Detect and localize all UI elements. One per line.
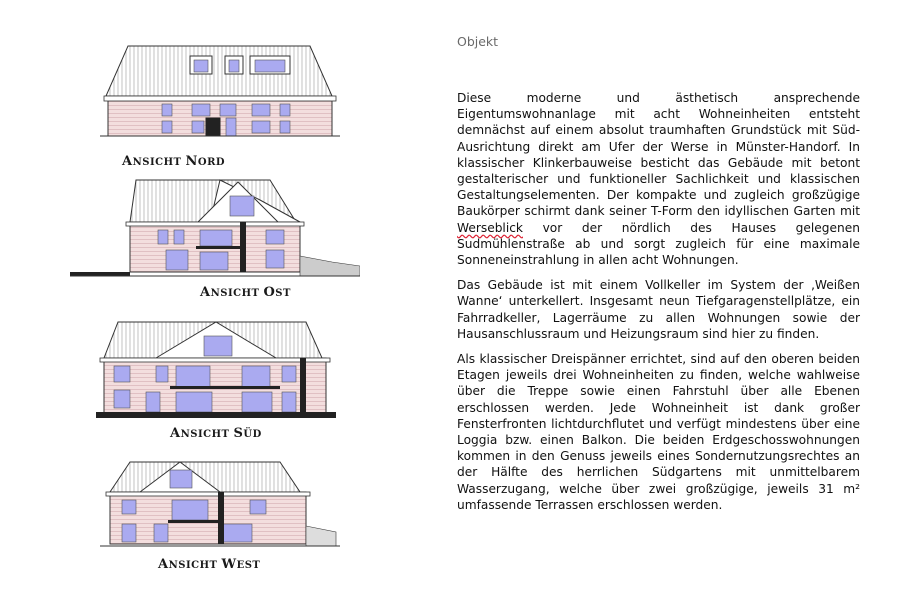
elevation-north-drawing <box>100 38 340 148</box>
caption-ansicht-west: ANSICHT WEST <box>158 557 261 572</box>
elevation-east-drawing <box>70 176 360 286</box>
elevation-south-drawing <box>96 318 336 424</box>
elevation-west-drawing <box>100 456 340 551</box>
elevations-panel <box>0 0 440 600</box>
caption-ansicht-sued: ANSICHT SÜD <box>170 426 262 441</box>
caption-ansicht-ost: ANSICHT OST <box>200 285 291 300</box>
spellcheck-marked-word: Werseblick <box>457 220 523 235</box>
paragraph-basement: Das Gebäude ist mit einem Vollkeller im System der ‚Weißen Wanne‘ unterkellert. Insgesamt neun Tiefgaragenstellplätze, ein Fahrradkeller, Lagerräume zu allen Wohnungen sowie der Hausanschlussraum und Heizungsraum sind hier zu finden. <box>457 278 860 341</box>
paragraph-object-intro-part2: vor der nördlich des Hauses gelegenen Sudmühlenstraße ab und sorgt zugleich für eine maximale Sonneneinstrahlung in allen acht Wohnungen. <box>457 220 860 268</box>
description-column <box>457 34 860 522</box>
section-heading: Objekt <box>457 34 499 49</box>
paragraph-object-intro-part1: Diese moderne und ästhetisch ansprechende Eigentumswohnanlage mit acht Wohneinheiten entsteht demnächst auf einem absolut traumhaften Grundstück mit Süd-Ausrichtung direkt am Ufer der Werse in Münster-Handorf. In klassischer Klinkerbauweise besticht das Gebäude mit betont gestalterischer und funktioneller Sachlichkeit und klassischen Gestaltungselementen. Der kompakte und zugleich großzügige Baukörper schirmt dank seiner T-Form den idyllischen Garten mit <box>457 91 860 219</box>
paragraph-units: Als klassischer Dreispänner errichtet, sind auf den oberen beiden Etagen jeweils drei Wohneinheiten zu finden, welche wahlweise über die Treppe sowie einen Fahrstuhl über alle Ebenen erschlossen werden. Jede Wohneinheit ist dank großer Fensterfronten lichtdurchflutet und verfügt mindestens über eine Loggia bzw. einen Balkon. Die beiden Erdgeschosswohnungen kommen in den Genuss jeweils eines Sondernutzungsrechtes an der Hälfte des herrlichen Südgartens mit unmittelbarem Wasserzugang, welche über zwei großzügige, jeweils 31 m² umfassende Terrassen erschlossen werden. <box>457 352 860 512</box>
paragraph-object-intro <box>457 90 860 268</box>
caption-ansicht-nord: ANSICHT NORD <box>122 154 226 169</box>
